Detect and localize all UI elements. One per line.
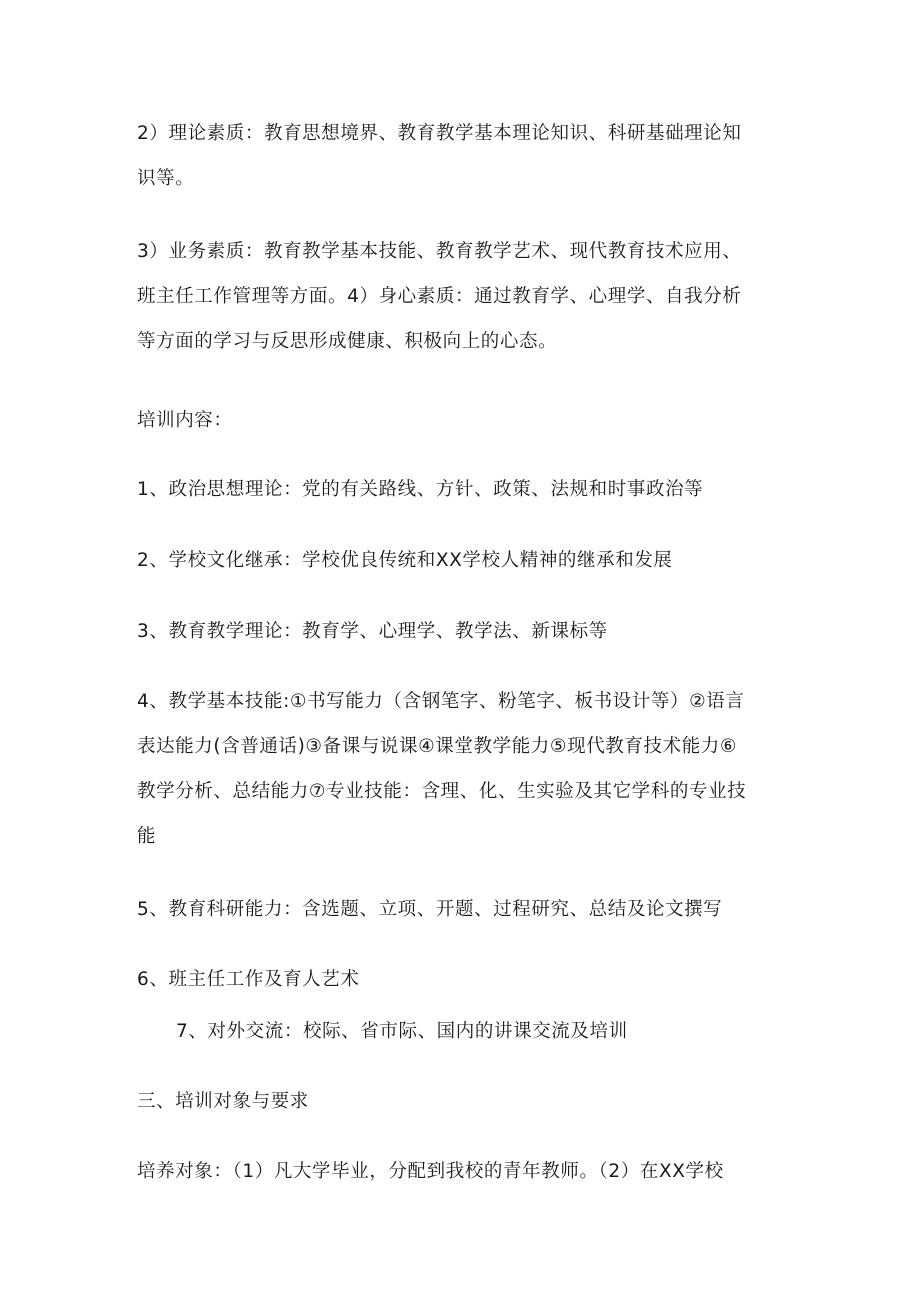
text-line: 能 [137,826,157,847]
text-line: 表达能力(含普通话)③备课与说课④课堂教学能力⑤现代教育技术能力⑥ [137,736,738,757]
text-line: 教学分析、总结能力⑦专业技能：含理、化、生实验及其它学科的专业技 [137,781,747,802]
text-line: 识等。 [137,168,195,189]
list-item-text: 1、政治思想理论：党的有关路线、方针、政策、法规和时事政治等 [137,479,704,500]
text-line: 等方面的学习与反思形成健康、积极向上的心态。 [137,331,558,352]
text-line: 培养对象：（1）凡大学毕业，分配到我校的青年教师。（2）在XX学校 [137,1161,724,1182]
list-item-4 [137,684,797,854]
text-line: 2）理论素质：教育思想境界、教育教学基本理论知识、科研基础理论知 [137,123,742,144]
paragraph-training-targets [137,1154,797,1189]
heading-text: 三、培训对象与要求 [137,1091,309,1112]
list-item-5 [137,892,797,927]
paragraph-theory-quality [137,116,797,196]
list-item-6 [137,962,797,997]
list-item-text: 3、教育教学理论：教育学、心理学、教学法、新课标等 [137,621,608,642]
section-heading-3 [137,1084,797,1119]
text-line: 3）业务素质：教育教学基本技能、教育教学艺术、现代教育技术应用、 [137,241,742,262]
list-item-text: 5、教育科研能力：含选题、立项、开题、过程研究、总结及论文撰写 [137,899,723,920]
list-item-2 [137,543,797,578]
text-line: 班主任工作管理等方面。4）身心素质：通过教育学、心理学、自我分析 [137,286,742,307]
list-item-3 [137,614,797,649]
text-line: 4、教学基本技能:①书写能力（含钢笔字、粉笔字、板书设计等）②语言 [137,691,745,712]
list-item-text: 2、学校文化继承：学校优良传统和XX学校人精神的继承和发展 [137,550,673,571]
list-item-7 [176,1014,836,1049]
paragraph-business-quality [137,234,797,359]
heading-text: 培训内容： [137,410,233,431]
heading-training-content [137,403,797,438]
list-item-1 [137,472,797,507]
list-item-text: 7、对外交流：校际、省市际、国内的讲课交流及培训 [176,1021,628,1042]
list-item-text: 6、班主任工作及育人艺术 [137,969,360,990]
